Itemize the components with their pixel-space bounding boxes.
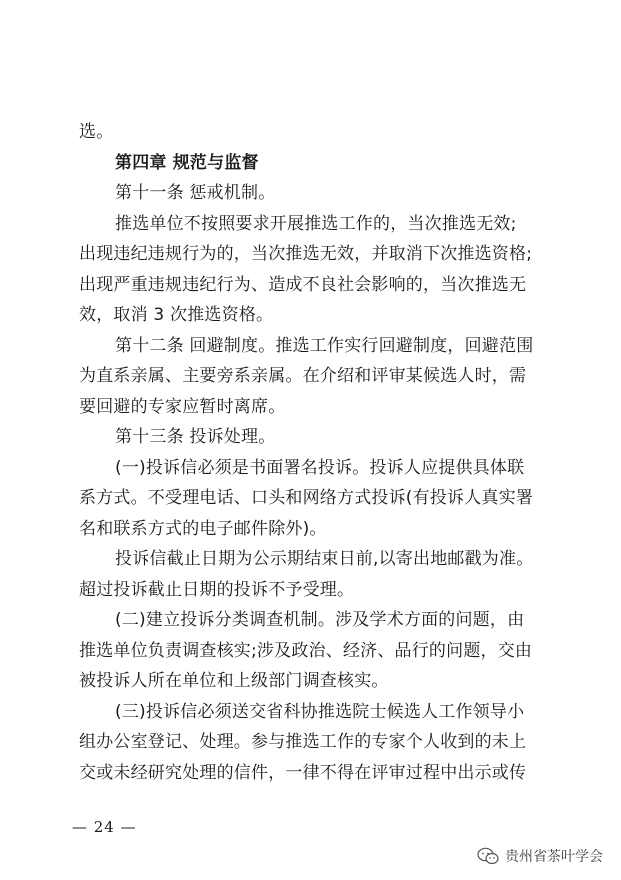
text-line: 第十二条 回避制度。推选工作实行回避制度，回避范围	[115, 335, 534, 356]
text-line: 推选单位不按照要求开展推选工作的，当次推选无效;	[115, 213, 517, 234]
text-line: (二)建立投诉分类调查机制。涉及学术方面的问题，由	[115, 610, 525, 630]
watermark-text: 贵州省茶叶学会	[505, 849, 603, 865]
text-line: (三)投诉信必须送交省科协推选院士候选人工作领导小	[115, 701, 525, 722]
text-line: 被投诉人所在单位和上级部门调查核实。	[79, 671, 389, 691]
text-line: 系方式。不受理电话、口头和网络方式投诉(有投诉人真实署	[79, 488, 534, 508]
text-line: 效，取消 3 次推选资格。	[79, 305, 274, 325]
text-line: 出现严重违规违纪行为、造成不良社会影响的，当次推选无	[79, 274, 527, 295]
text-line: 第十一条 惩戒机制。	[115, 183, 276, 203]
body-text	[79, 117, 549, 788]
text-line: (一)投诉信必须是书面署名投诉。投诉人应提供具体联	[115, 457, 525, 478]
text-line: 超过投诉截止日期的投诉不予受理。	[79, 579, 355, 600]
watermark	[477, 846, 603, 866]
text-line: 要回避的专家应暂时离席。	[79, 396, 286, 417]
text-line: 第十三条 投诉处理。	[115, 427, 276, 447]
text-line: 组办公室登记、处理。参与推选工作的专家个人收到的未上	[79, 732, 527, 752]
wechat-icon	[477, 847, 499, 865]
text-line: 为直系亲属、主要旁系亲属。在介绍和评审某候选人时，需	[79, 366, 527, 386]
text-line: 投诉信截止日期为公示期结束日前,以寄出地邮戳为准。	[115, 549, 534, 569]
text-line: 选。	[79, 122, 114, 142]
text-line: 出现违纪违规行为的，当次推选无效，并取消下次推选资格;	[79, 244, 533, 264]
chapter-heading: 第四章 规范与监督	[115, 152, 259, 173]
page-number: — 24 —	[72, 818, 137, 836]
text-line: 名和联系方式的电子邮件除外)。	[79, 518, 327, 539]
text-line: 推选单位负责调查核实;涉及政治、经济、品行的问题，交由	[79, 640, 533, 661]
text-line: 交或未经研究处理的信件，一律不得在评审过程中出示或传	[79, 762, 527, 783]
